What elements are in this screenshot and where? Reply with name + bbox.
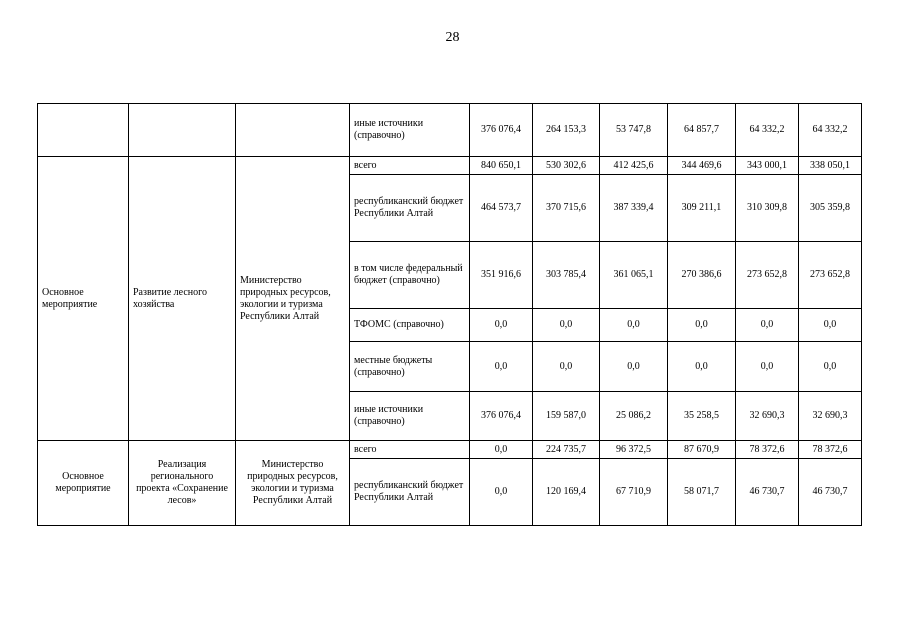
cell-value: 64 857,7 [668,104,736,157]
cell-value: 78 372,6 [736,441,799,459]
cell-value: 0,0 [668,309,736,342]
budget-table [37,103,862,526]
cell-value: 264 153,3 [533,104,600,157]
cell-value: 0,0 [736,309,799,342]
cell-value: 351 916,6 [470,242,533,309]
cell-value: 32 690,3 [799,392,862,441]
cell-value: 0,0 [470,459,533,526]
cell-value: 309 211,1 [668,175,736,242]
cell-value: 412 425,6 [600,157,668,175]
cell-value: 530 302,6 [533,157,600,175]
cell-activity-type: Основное мероприятие [38,441,129,526]
table-row [38,157,862,175]
cell-source: всего [350,157,470,175]
cell-executor: Министерство природных ресурсов, экологии и туризма Республики Алтай [236,441,350,526]
table-row [38,441,862,459]
cell-value: 387 339,4 [600,175,668,242]
cell-value: 0,0 [600,342,668,392]
cell-value: 0,0 [470,309,533,342]
cell-value: 0,0 [533,309,600,342]
cell-value: 370 715,6 [533,175,600,242]
cell-source: иные источники (справочно) [350,104,470,157]
cell-value: 35 258,5 [668,392,736,441]
cell-value: 273 652,8 [736,242,799,309]
cell-value: 464 573,7 [470,175,533,242]
cell-value: 840 650,1 [470,157,533,175]
table-row [38,104,862,157]
cell-value: 159 587,0 [533,392,600,441]
cell-executor: Министерство природных ресурсов, экологии и туризма Республики Алтай [236,157,350,441]
cell-source: иные источники (справочно) [350,392,470,441]
cell-value: 0,0 [533,342,600,392]
cell-value: 305 359,8 [799,175,862,242]
cell-source: республиканский бюджет Республики Алтай [350,459,470,526]
cell-value: 0,0 [799,309,862,342]
cell-value: 0,0 [600,309,668,342]
cell-value: 343 000,1 [736,157,799,175]
cell-activity-empty [38,104,129,157]
cell-executor-empty [236,104,350,157]
cell-value: 0,0 [470,342,533,392]
cell-value: 32 690,3 [736,392,799,441]
cell-name-empty [129,104,236,157]
cell-source: республиканский бюджет Республики Алтай [350,175,470,242]
page-number: 28 [445,30,460,45]
cell-source: местные бюджеты (справочно) [350,342,470,392]
cell-value: 78 372,6 [799,441,862,459]
cell-source: в том числе федеральный бюджет (справочно) [350,242,470,309]
cell-value: 64 332,2 [799,104,862,157]
cell-value: 25 086,2 [600,392,668,441]
cell-value: 46 730,7 [736,459,799,526]
cell-value: 273 652,8 [799,242,862,309]
cell-value: 310 309,8 [736,175,799,242]
cell-value: 303 785,4 [533,242,600,309]
cell-value: 46 730,7 [799,459,862,526]
cell-source: всего [350,441,470,459]
cell-value: 0,0 [668,342,736,392]
cell-activity-type: Основное мероприятие [38,157,129,441]
cell-source: ТФОМС (справочно) [350,309,470,342]
cell-value: 361 065,1 [600,242,668,309]
cell-activity-name: Реализация регионального проекта «Сохранение лесов» [129,441,236,526]
cell-value: 120 169,4 [533,459,600,526]
cell-value: 96 372,5 [600,441,668,459]
cell-value: 58 071,7 [668,459,736,526]
cell-value: 224 735,7 [533,441,600,459]
cell-value: 270 386,6 [668,242,736,309]
cell-value: 376 076,4 [470,392,533,441]
cell-value: 67 710,9 [600,459,668,526]
cell-value: 64 332,2 [736,104,799,157]
cell-value: 0,0 [470,441,533,459]
cell-value: 53 747,8 [600,104,668,157]
cell-value: 376 076,4 [470,104,533,157]
cell-value: 0,0 [736,342,799,392]
cell-value: 338 050,1 [799,157,862,175]
cell-value: 0,0 [799,342,862,392]
cell-activity-name: Развитие лесного хозяйства [129,157,236,441]
cell-value: 344 469,6 [668,157,736,175]
cell-value: 87 670,9 [668,441,736,459]
